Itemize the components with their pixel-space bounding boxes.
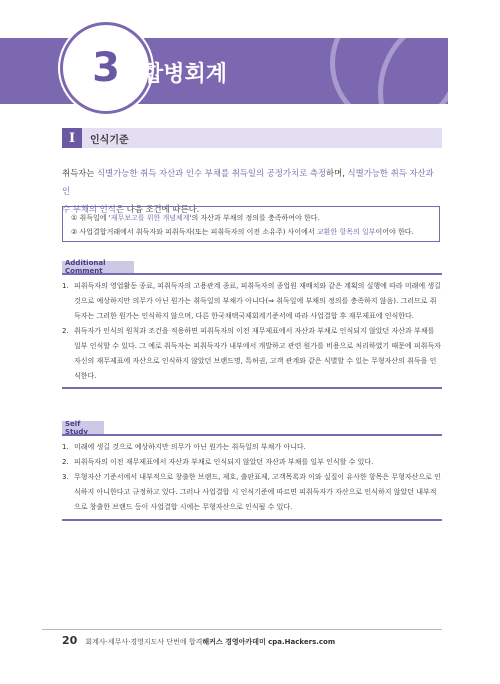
condition-item: [63, 211, 439, 225]
footer-brand: 해커스 경영아카데미 cpa.Hackers.com: [202, 638, 336, 646]
conditions-box: [62, 206, 440, 242]
list-item: [62, 440, 442, 455]
intro-text: 취득자는: [62, 168, 98, 178]
condition-text: 이어야 한다.: [375, 228, 414, 236]
item-number: 1.: [62, 282, 69, 290]
condition-text: '의 자산과 부채의 정의를 충족하여야 한다.: [189, 214, 320, 222]
intro-highlight: 식별가능한 취득 자산과 인수 부채를 취득일의 공정가치로 측정: [97, 168, 327, 178]
chapter-number: 3: [60, 22, 152, 114]
divider: [62, 519, 442, 521]
page-number: 20: [62, 634, 78, 647]
footer-divider: [42, 629, 442, 630]
item-text: 피취득자의 이전 재무제표에서 자산과 부채로 인식되지 않았던 자산과 부채를 일부 인식할 수 있다.: [74, 458, 374, 466]
condition-highlight: 재무보고를 위한 개념체계: [110, 214, 190, 222]
self-study-label: Self Study: [62, 421, 104, 434]
section-number: I: [62, 128, 82, 148]
item-text: 취득자가 인식의 원칙과 조건을 적용하면 피취득자의 이전 재무제표에서 자산과 부채로 인식되지 않았던 자산과 부채를 일부 인식할 수 있다. 그 예로 취득자는 피취득자가 내부에서 개발하고 관련 원가를 비용으로 처리하였기 때문에 피취득자 자신의 재무제표에 자산으로 인식하지 않았던 브랜드명, 특허권, 고객 관계와 같은 식별할 수 있는 무형자산의 취득을 인식한다.: [74, 327, 441, 380]
additional-comment-body: [62, 279, 442, 384]
item-number: 2.: [62, 458, 69, 466]
divider: [62, 387, 442, 389]
item-number: 1.: [62, 443, 69, 451]
chapter-title: 합병회계: [142, 62, 228, 87]
list-item: [62, 279, 442, 324]
item-text: 무형자산 기준서에서 내부적으로 창출한 브랜드, 제호, 출판표제, 고객목록과 이와 실질이 유사한 항목은 무형자산으로 인식하지 아니한다고 규정하고 있다. 그러나 사업결합 시 인식기준에 따르면 피취득자가 자산으로 인식하지 않았던 내부적으로 창출한 브랜드 등이 사업결합 시에는 무형자산으로 인식될 수 있다.: [74, 473, 441, 511]
condition-number: ②: [71, 228, 78, 236]
self-study-body: [62, 440, 442, 515]
condition-number: ①: [71, 214, 78, 222]
condition-text: 사업결합거래에서 취득자와 피취득자(또는 피취득자의 이전 소유주) 사이에서: [79, 228, 317, 236]
list-item: [62, 455, 442, 470]
divider: [62, 434, 442, 436]
condition-item: [63, 225, 439, 239]
section-title: 인식기준: [90, 134, 129, 146]
intro-highlight: 식별가능한 취득 자산과 인: [62, 168, 434, 196]
item-number: 3.: [62, 473, 69, 481]
footer-text: 회계사·세무사·경영지도사 단번에 합격: [85, 638, 203, 646]
intro-text: 하며,: [326, 168, 348, 178]
intro-text: 은 다음 조건에 따른다.: [115, 204, 200, 214]
condition-text: 취득일에 ': [79, 214, 111, 222]
item-text: 피취득자의 영업활동 종료, 피취득자의 고용관계 종료, 피취득자의 종업원 재배치와 같은 계획의 실행에 따라 미래에 생길 것으로 예상하지만 의무가 아닌 원가는 취득일의 부채가 아니다(⇒ 취득일에 부채의 정의를 충족하지 않음). 그러므로 취득자는 그러한 원가는 인식하지 않으며, 다른 한국채택국제회계기준서에 따라 사업결합 후 재무제표에 인식한다.: [74, 282, 441, 320]
divider: [62, 273, 442, 275]
additional-comment-label: Additional Comment: [62, 261, 134, 273]
page-footer: [62, 634, 335, 647]
list-item: [62, 324, 442, 384]
section-header: [62, 128, 442, 148]
condition-highlight: 교환한 항목의 일부: [316, 228, 376, 236]
item-number: 2.: [62, 327, 69, 335]
item-text: 미래에 생길 것으로 예상하지만 의무가 아닌 원가는 취득일의 부채가 아니다.: [74, 443, 306, 451]
list-item: [62, 470, 442, 515]
intro-highlight: 수 부채의 인식: [62, 204, 116, 214]
